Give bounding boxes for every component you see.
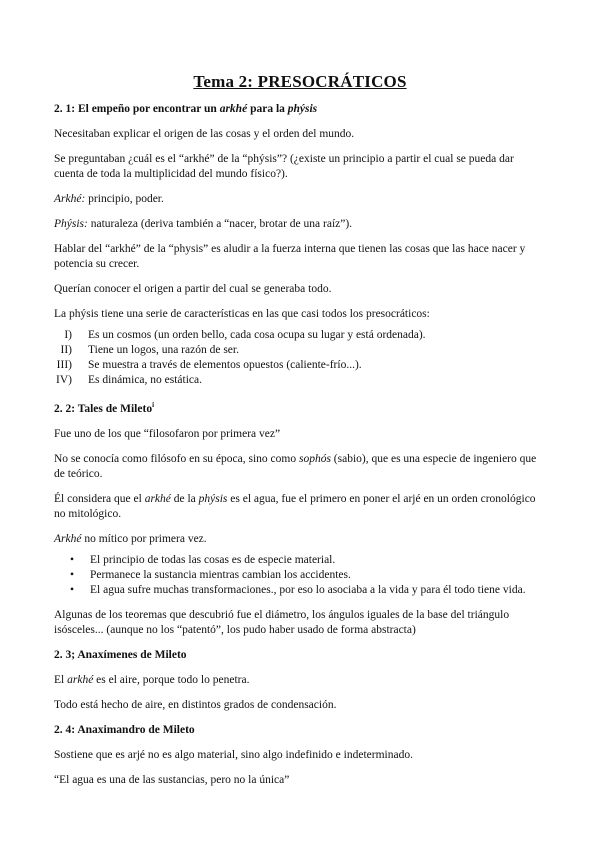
paragraph: Arkhé no mítico por primera vez.: [54, 532, 207, 545]
list-item: IV) Es dinámica, no estática.: [56, 374, 203, 386]
paragraph: Querían conocer el origen a partir del cual se generaba todo.: [54, 283, 332, 295]
list-item: • Permanece la sustancia mientras cambian los accidentes.: [54, 568, 546, 583]
document-body: [54, 102, 546, 788]
paragraph: Sostiene que es arjé no es algo material, sino algo indefinido e indeterminado.: [54, 748, 413, 761]
list-item: III) Se muestra a través de elementos opuestos (caliente-frío...).: [56, 359, 362, 371]
paragraph: Él considera que el arkhé de la phýsis es el agua, fue el primero en poner el arjé en un orden cronológico no mitológico.: [54, 492, 536, 520]
paragraph: Algunas de los teoremas que descubrió fue el diámetro, los ángulos iguales de la base del triángulo isósceles... (aunque no los “patentó”, los pudo haber usado de forma abstracta): [54, 608, 510, 636]
bullet-list: [54, 553, 546, 598]
paragraph: El arkhé es el aire, porque todo lo penetra.: [54, 673, 250, 686]
paragraph: La phýsis tiene una serie de características en las que casi todos los presocráticos:: [54, 308, 430, 320]
characteristics-list: [54, 328, 546, 388]
paragraph: Fue uno de los que “filosofaron por primera vez”: [54, 427, 281, 440]
bullet-icon: •: [69, 568, 75, 581]
paragraph: Hablar del “arkhé” de la “physis” es aludir a la fuerza interna que tienen las cosas que las hace nacer y potencia su crecer.: [54, 243, 526, 270]
paragraph: No se conocía como filósofo en su época, sino como sophós (sabio), que es una especie de ingeniero que de teórico.: [54, 452, 537, 480]
paragraph: Se preguntaban ¿cuál es el “arkhé” de la “phýsis”? (¿existe un principio a partir el cual se pueda dar cuenta de toda la multiplicidad del mundo físico?).: [54, 153, 514, 180]
list-item: • El principio de todas las cosas es de especie material.: [54, 553, 546, 568]
section-heading-2-3: 2. 3; Anaxímenes de Mileto: [54, 648, 187, 661]
section-heading-2-2: 2. 2: Tales de Mileto$^i$: [54, 401, 155, 415]
definition-arkhe: Arkhé: principio, poder.: [54, 193, 164, 205]
page-title: Tema 2: PRESOCRÁTICOS: [193, 72, 407, 91]
paragraph: Todo está hecho de aire, en distintos grados de condensación.: [54, 698, 337, 711]
definition-physis: Phýsis: naturaleza (deriva también a “nacer, brotar de una raíz”).: [54, 218, 353, 230]
section-heading-2-1: 2. 1: El empeño por encontrar un arkhé para la phýsis: [54, 103, 318, 115]
footnote-marker[interactable]: i: [152, 401, 155, 409]
bullet-icon: •: [69, 553, 75, 566]
list-item: I) Es un cosmos (un orden bello, cada cosa ocupa su lugar y está ordenada).: [64, 329, 426, 341]
section-heading-2-4: 2. 4: Anaximandro de Mileto: [54, 723, 195, 736]
list-item: • El agua sufre muchas transformaciones., por eso lo asociaba a la vida y para él todo tiene vida.: [54, 583, 546, 598]
paragraph: Necesitaban explicar el origen de las cosas y el orden del mundo.: [54, 128, 355, 140]
bullet-icon: •: [69, 583, 75, 596]
list-item: II) Tiene un logos, una razón de ser.: [60, 344, 239, 356]
quote: “El agua es una de las sustancias, pero no la única”: [54, 773, 290, 786]
